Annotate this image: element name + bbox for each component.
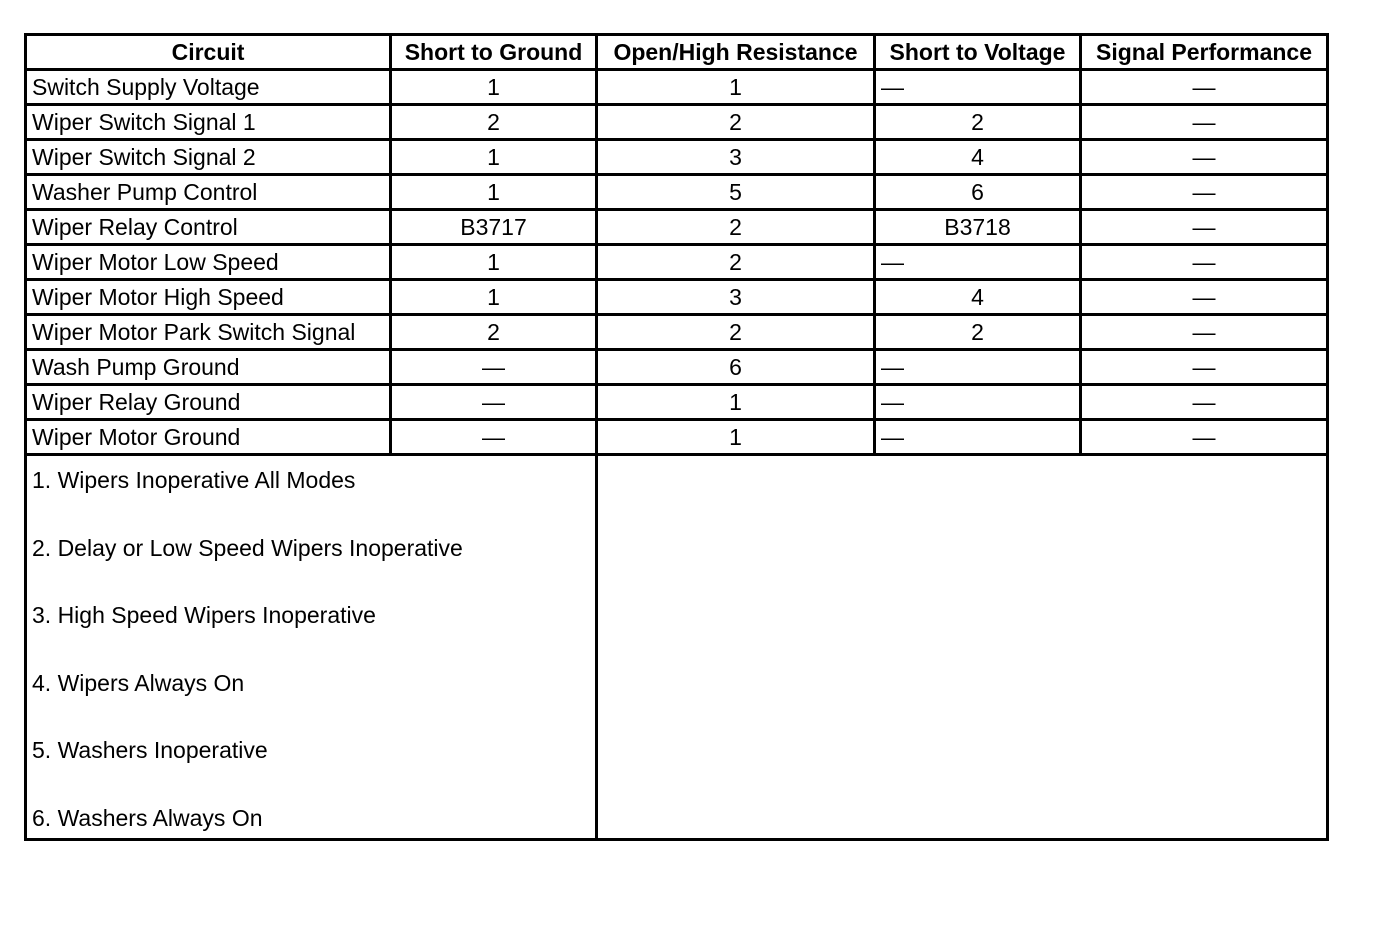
symptom-note: 2. Delay or Low Speed Wipers Inoperative (32, 534, 463, 561)
open-high-resistance-cell: 5 (597, 175, 875, 210)
circuit-name: Wiper Switch Signal 1 (26, 105, 391, 140)
short-to-ground-cell: — (391, 385, 597, 420)
header-short-to-voltage: Short to Voltage (875, 35, 1081, 70)
open-high-resistance-cell: 6 (597, 350, 875, 385)
circuit-name: Wiper Motor High Speed (26, 280, 391, 315)
short-to-voltage-cell: 2 (875, 105, 1081, 140)
short-to-voltage-cell: 4 (875, 140, 1081, 175)
short-to-voltage-cell: B3718 (875, 210, 1081, 245)
signal-performance-cell: — (1081, 315, 1328, 350)
open-high-resistance-cell: 2 (597, 315, 875, 350)
empty-notes-area (597, 455, 1328, 840)
signal-performance-cell: — (1081, 175, 1328, 210)
header-open-high-resistance: Open/High Resistance (597, 35, 875, 70)
open-high-resistance-cell: 3 (597, 280, 875, 315)
table-row (26, 315, 1328, 350)
short-to-ground-cell: 2 (391, 105, 597, 140)
short-to-voltage-cell: — (875, 70, 1081, 105)
short-to-voltage-cell: — (875, 245, 1081, 280)
short-to-ground-cell: 1 (391, 140, 597, 175)
short-to-ground-cell: — (391, 350, 597, 385)
circuit-name: Switch Supply Voltage (26, 70, 391, 105)
symptom-legend (26, 455, 597, 840)
symptom-note: 4. Wipers Always On (32, 669, 245, 696)
signal-performance-cell: — (1081, 420, 1328, 455)
open-high-resistance-cell: 2 (597, 105, 875, 140)
header-signal-performance: Signal Performance (1081, 35, 1328, 70)
symptom-note: 5. Washers Inoperative (32, 737, 268, 764)
short-to-ground-cell: 2 (391, 315, 597, 350)
short-to-voltage-cell: — (875, 385, 1081, 420)
short-to-ground-cell: 1 (391, 175, 597, 210)
circuit-name: Wash Pump Ground (26, 350, 391, 385)
circuit-name: Washer Pump Control (26, 175, 391, 210)
signal-performance-cell: — (1081, 350, 1328, 385)
short-to-voltage-cell: 6 (875, 175, 1081, 210)
table-row (26, 105, 1328, 140)
open-high-resistance-cell: 1 (597, 385, 875, 420)
signal-performance-cell: — (1081, 385, 1328, 420)
fault-symptom-table (24, 33, 1329, 841)
signal-performance-cell: — (1081, 210, 1328, 245)
table-row (26, 385, 1328, 420)
open-high-resistance-cell: 3 (597, 140, 875, 175)
short-to-ground-cell: 1 (391, 280, 597, 315)
open-high-resistance-cell: 2 (597, 210, 875, 245)
short-to-ground-cell: 1 (391, 70, 597, 105)
table-row (26, 175, 1328, 210)
table-row (26, 350, 1328, 385)
open-high-resistance-cell: 2 (597, 245, 875, 280)
table-row (26, 245, 1328, 280)
circuit-name: Wiper Relay Control (26, 210, 391, 245)
symptom-note: 6. Washers Always On (32, 804, 263, 831)
circuit-name: Wiper Motor Park Switch Signal (26, 315, 391, 350)
table-row (26, 70, 1328, 105)
short-to-ground-cell: 1 (391, 245, 597, 280)
circuit-name: Wiper Switch Signal 2 (26, 140, 391, 175)
symptom-note: 1. Wipers Inoperative All Modes (32, 467, 356, 493)
signal-performance-cell: — (1081, 140, 1328, 175)
circuit-name: Wiper Relay Ground (26, 385, 391, 420)
header-short-to-ground: Short to Ground (391, 35, 597, 70)
signal-performance-cell: — (1081, 70, 1328, 105)
table-row (26, 420, 1328, 455)
circuit-name: Wiper Motor Ground (26, 420, 391, 455)
short-to-voltage-cell: — (875, 420, 1081, 455)
header-circuit: Circuit (26, 35, 391, 70)
short-to-ground-cell: — (391, 420, 597, 455)
table-row (26, 140, 1328, 175)
header-row (26, 35, 1328, 70)
notes-row (26, 455, 1328, 840)
signal-performance-cell: — (1081, 245, 1328, 280)
symptom-note: 3. High Speed Wipers Inoperative (32, 602, 376, 629)
circuit-name: Wiper Motor Low Speed (26, 245, 391, 280)
signal-performance-cell: — (1081, 280, 1328, 315)
open-high-resistance-cell: 1 (597, 70, 875, 105)
short-to-voltage-cell: 4 (875, 280, 1081, 315)
short-to-ground-cell: B3717 (391, 210, 597, 245)
table-row (26, 280, 1328, 315)
open-high-resistance-cell: 1 (597, 420, 875, 455)
short-to-voltage-cell: 2 (875, 315, 1081, 350)
table-row (26, 210, 1328, 245)
short-to-voltage-cell: — (875, 350, 1081, 385)
signal-performance-cell: — (1081, 105, 1328, 140)
